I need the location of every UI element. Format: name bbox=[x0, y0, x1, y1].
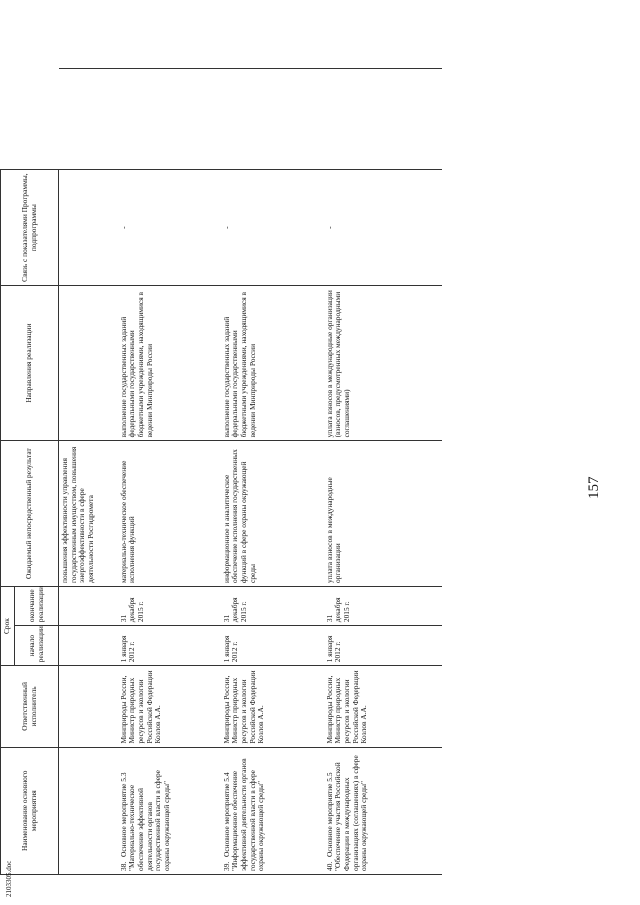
measures-table bbox=[0, 68, 442, 875]
measure-name: 39.Основное мероприятие 5.4 "Информационное обеспечение эффективной деятельности органов государственной власти в сфере охраны окружающей среды" bbox=[221, 747, 324, 874]
result-cell: информационное и аналитическое обеспечение исполнения государственных функций в сфере охраны окружающей среды bbox=[221, 441, 324, 587]
responsible-cell: Минприроды России, Министр природных ресурсов и экологии Российской Федерации Козлов А.А. bbox=[221, 666, 324, 747]
result-cell: материально-техническое обеспечение исполнения функций bbox=[118, 441, 221, 587]
result-cell: уплата взносов в международные организации bbox=[324, 441, 442, 587]
header-term-end: окончание реализации bbox=[15, 586, 59, 625]
file-stamp: 2103305.doc bbox=[5, 860, 13, 897]
continuation-result: повышения эффективности управления государственным имуществом, повышения энергоэффективности в сфере деятельности Росгидромета bbox=[59, 441, 118, 587]
table-row bbox=[118, 69, 221, 875]
header-responsible: Ответственный исполнитель bbox=[1, 666, 59, 747]
link-cell: - bbox=[118, 170, 221, 285]
start-cell: 1 января 2012 г. bbox=[221, 626, 324, 666]
measure-name: 40.Основное мероприятие 5.5 "Обеспечение участия Российской Федерации в международных организациях (соглашениях) в сфере охраны окружающей среды" bbox=[324, 747, 442, 874]
table-row bbox=[221, 69, 324, 875]
table-row-continuation bbox=[59, 69, 118, 875]
link-cell: - bbox=[221, 170, 324, 285]
start-cell: 1 января 2012 г. bbox=[118, 626, 221, 666]
responsible-cell: Минприроды России, Министр природных ресурсов и экологии Российской Федерации Козлов А.А. bbox=[324, 666, 442, 747]
page-number: 157 bbox=[586, 476, 602, 499]
directions-cell: выполнение государственных заданий федеральными государственными бюджетными учреждениями, находящимися в ведении Минприроды России bbox=[118, 285, 221, 441]
header-link: Связь с показателями Программы, подпрограммы bbox=[1, 170, 59, 285]
responsible-cell: Минприроды России, Министр природных ресурсов и экологии Российской Федерации Козлов А.А. bbox=[118, 666, 221, 747]
measure-name: 38.Основное мероприятие 5.3 "Материально-техническое обеспечение эффективной деятельности органов государственной власти в сфере охраны окружающей среды" bbox=[118, 747, 221, 874]
end-cell: 31 декабря 2015 г. bbox=[221, 586, 324, 625]
end-cell: 31 декабря 2015 г. bbox=[118, 586, 221, 625]
start-cell: 1 января 2012 г. bbox=[324, 626, 442, 666]
header-directions: Направления реализации bbox=[1, 285, 59, 441]
end-cell: 31 декабря 2015 г. bbox=[324, 586, 442, 625]
header-term-start: начало реализации bbox=[15, 626, 59, 666]
rotated-page bbox=[0, 65, 640, 905]
directions-cell: выполнение государственных заданий федеральными государственными бюджетными учреждениями, находящимися в ведении Минприроды России bbox=[221, 285, 324, 441]
header-term: Срок bbox=[1, 586, 15, 665]
table-row bbox=[324, 69, 442, 875]
directions-cell: уплата взносов в международные организации (взносов, предусмотренных международными соглашениями) bbox=[324, 285, 442, 441]
link-cell: - bbox=[324, 170, 442, 285]
header-name: Наименование основного мероприятия bbox=[1, 747, 59, 874]
header-result: Ожидаемый непосредственный результат bbox=[1, 441, 59, 587]
